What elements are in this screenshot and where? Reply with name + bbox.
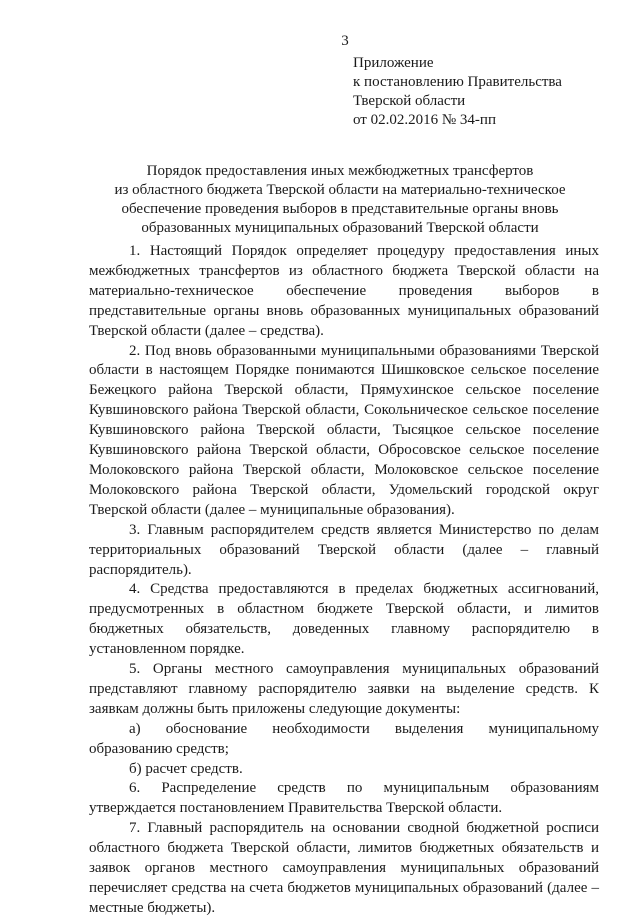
appendix-line: от 02.02.2016 № 34-пп xyxy=(353,112,496,128)
paragraph-5: 5. Органы местного самоуправления муниципальных образований представляют главному распорядителю заявки на выделение средств. К заявкам должны быть приложены следующие документы: xyxy=(89,661,599,717)
paragraph-6: 6. Распределение средств по муниципальным образованиям утверждается постановлением Правительства Тверской области. xyxy=(89,780,599,817)
document-body xyxy=(89,242,599,919)
title-line: Порядок предоставления иных межбюджетных трансфертов xyxy=(146,163,534,179)
document-title xyxy=(80,162,600,238)
paragraph-3: 3. Главным распорядителем средств является Министерство по делам территориальных образований Тверской области (далее – главный распорядитель). xyxy=(89,521,599,578)
paragraph-1: 1. Настоящий Порядок определяет процедуру предоставления иных межбюджетных трансфертов из областного бюджета Тверской области на материально-техническое обеспечение проведения выборов в представительные органы вновь образованных муниципальных образований Тверской области (далее – средства). xyxy=(89,243,599,339)
paragraph-5a: а) обоснование необходимости выделения муниципальному образованию средств; xyxy=(89,720,599,757)
appendix-line: к постановлению Правительства xyxy=(353,74,562,90)
paragraph-2: 2. Под вновь образованными муниципальными образованиями Тверской области в настоящем Порядке понимаются Шишковское сельское поселение Бежецкого района Тверской области, Прямухинское сельское поселение Кувшиновского района Тверской области, Сокольническое сельское поселение Кувшиновского района Тверской области, Тысяцкое сельское поселение Кувшиновского района Тверской области, Обросовское сельское поселение Молоковского района Тверской области, Молоковское сельское поселение Молоковского района Тверской области, Удомельский городской округ Тверской области (далее – муниципальные образования). xyxy=(89,342,599,518)
appendix-header xyxy=(353,54,562,130)
appendix-line: Приложение xyxy=(353,55,434,71)
title-line: образованных муниципальных образований Тверской области xyxy=(141,220,539,236)
title-line: из областного бюджета Тверской области на материально-техническое xyxy=(114,182,566,198)
title-line: обеспечение проведения выборов в представительные органы вновь xyxy=(121,201,559,217)
paragraph-4: 4. Средства предоставляются в пределах бюджетных ассигнований, предусмотренных в областном бюджете Тверской области, и лимитов бюджетных обязательств, доведенных главному распорядителю в установленном порядке. xyxy=(89,581,599,658)
paragraph-5b: б) расчет средств. xyxy=(129,760,243,777)
page-number: 3 xyxy=(341,33,349,49)
appendix-line: Тверской области xyxy=(353,93,466,109)
paragraph-7: 7. Главный распорядитель на основании сводной бюджетной росписи областного бюджета Тверской области, лимитов бюджетных обязательств и заявок органов местного самоуправления муниципальных образований перечисляет средства на счета бюджетов муниципальных образований (далее – местные бюджеты). xyxy=(89,820,599,916)
